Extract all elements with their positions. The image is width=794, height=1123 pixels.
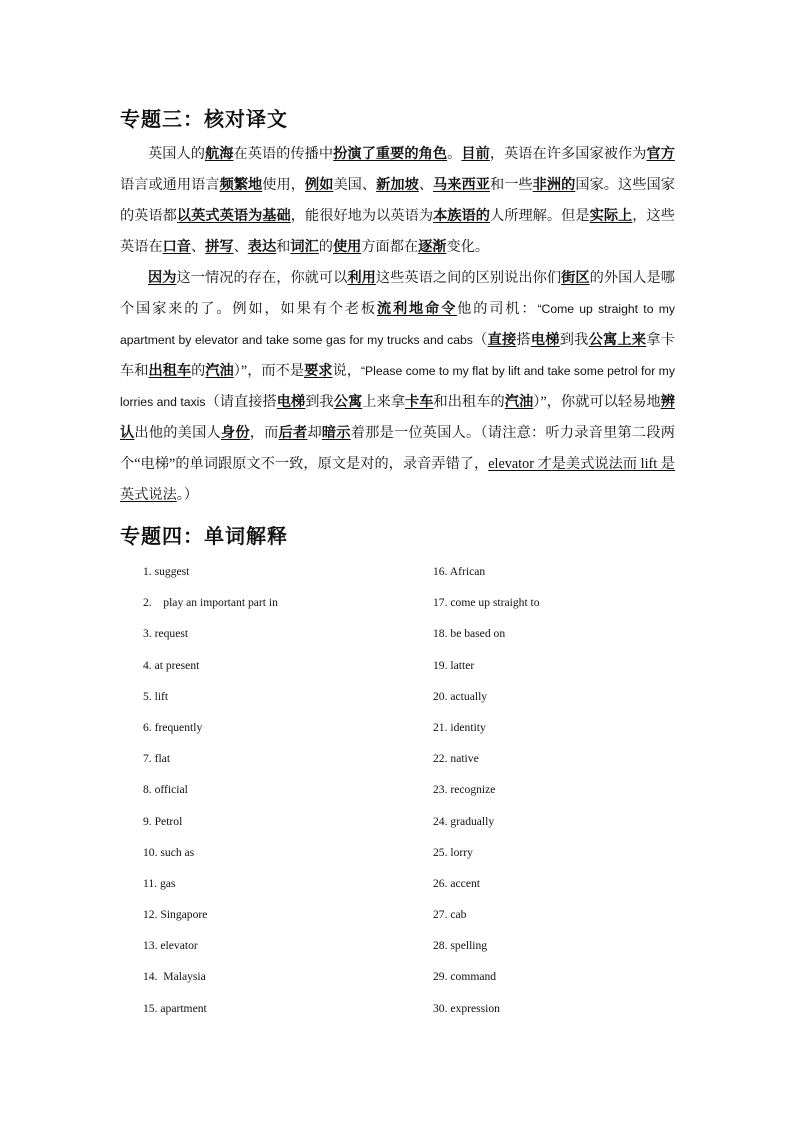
text-run: 却 bbox=[307, 425, 322, 441]
vocabulary-item: 21. identity bbox=[433, 720, 486, 734]
text-run: 上来拿 bbox=[362, 394, 406, 410]
highlighted-phrase: 直接 bbox=[487, 332, 517, 348]
highlighted-phrase: 后者 bbox=[278, 425, 308, 441]
text-run: 英国人的 bbox=[148, 146, 205, 162]
highlighted-phrase: 目前 bbox=[461, 146, 490, 162]
text-run: 美国、 bbox=[333, 177, 377, 193]
highlighted-phrase: 利用 bbox=[347, 270, 376, 286]
text-run: 这一情况的存在，你就可以 bbox=[176, 270, 348, 286]
translation-paragraph-1 bbox=[120, 139, 675, 263]
vocabulary-item: 8. official bbox=[143, 783, 188, 797]
vocabulary-item: 6. frequently bbox=[143, 720, 203, 734]
highlighted-phrase: 例如 bbox=[304, 177, 334, 193]
vocabulary-item: 26. accent bbox=[433, 876, 480, 890]
vocabulary-item: 24. gradually bbox=[433, 814, 495, 828]
text-run: 变化。 bbox=[446, 239, 490, 255]
highlighted-phrase: 要求 bbox=[304, 363, 333, 379]
vocabulary-item: 4. at present bbox=[143, 658, 200, 672]
highlighted-phrase: 非洲的 bbox=[532, 177, 576, 193]
text-run: 、 bbox=[190, 239, 206, 255]
translation-paragraph-2 bbox=[120, 263, 675, 511]
vocabulary-item: 16. African bbox=[433, 565, 486, 578]
text-run: 的 bbox=[191, 363, 206, 379]
text-run: （ bbox=[472, 332, 488, 348]
text-run: ）”，你就可以轻易地 bbox=[533, 394, 661, 410]
vocabulary-item: 25. lorry bbox=[433, 845, 473, 859]
text-run: ，英语在许多国家被作为 bbox=[489, 146, 647, 162]
highlighted-phrase: 暗示 bbox=[321, 425, 351, 441]
highlighted-phrase: 汽油 bbox=[504, 394, 534, 410]
vocabulary-item: 9. Petrol bbox=[143, 814, 183, 828]
highlighted-phrase: 频繁地 bbox=[219, 177, 263, 193]
highlighted-phrase: 电梯 bbox=[530, 332, 560, 348]
vocabulary-item: 3. request bbox=[143, 627, 189, 641]
text-run: 在英语的传播中 bbox=[233, 146, 334, 162]
highlighted-phrase: 出租车 bbox=[148, 363, 192, 379]
vocabulary-item: 14. Malaysia bbox=[143, 970, 206, 984]
highlighted-phrase: 表达 bbox=[247, 239, 277, 255]
highlighted-phrase: 街区 bbox=[561, 270, 590, 286]
vocabulary-item: 17. come up straight to bbox=[433, 596, 540, 610]
text-run: 他的司机： bbox=[457, 301, 538, 317]
vocabulary-item: 13. elevator bbox=[143, 939, 198, 953]
text-run: 、 bbox=[233, 239, 248, 255]
text-run: 这些英语之间的区别说出你们 bbox=[375, 270, 562, 286]
text-run: 人所理解。但是 bbox=[489, 208, 590, 224]
vocabulary-item: 12. Singapore bbox=[143, 908, 208, 922]
text-run: 和 bbox=[276, 239, 291, 255]
highlighted-phrase: 卡车 bbox=[405, 394, 434, 410]
vocabulary-item: 29. command bbox=[433, 970, 497, 984]
vocabulary-item: 19. latter bbox=[433, 658, 475, 672]
highlighted-phrase: 航海 bbox=[204, 146, 234, 162]
vocabulary-item: 1. suggest bbox=[143, 565, 190, 578]
vocabulary-item: 15. apartment bbox=[143, 1001, 207, 1015]
highlighted-phrase: 电梯 bbox=[276, 394, 306, 410]
text-run: 和出租车的 bbox=[433, 394, 505, 410]
highlighted-phrase: 逐渐 bbox=[418, 239, 447, 255]
underlined-note: elevator 才是美式说法而 lift 是英式说法 bbox=[120, 456, 675, 503]
highlighted-phrase: 官方 bbox=[646, 146, 675, 162]
text-run: 的外国人是哪个国家来的了。例如，如果有个老板 bbox=[120, 270, 675, 317]
text-run: 、 bbox=[418, 177, 434, 193]
text-run: ，而 bbox=[249, 425, 279, 441]
text-run: 和一些 bbox=[489, 177, 533, 193]
vocabulary-item: 30. expression bbox=[433, 1001, 500, 1015]
vocabulary-item: 10. such as bbox=[143, 845, 195, 859]
text-run: 。 bbox=[447, 146, 462, 162]
highlighted-phrase: 实际上 bbox=[589, 208, 633, 224]
text-run: 到我 bbox=[559, 332, 589, 348]
vocabulary-item: 20. actually bbox=[433, 689, 488, 703]
text-run: （请直接搭 bbox=[205, 394, 277, 410]
text-run: 语言或通用语言 bbox=[120, 177, 220, 193]
highlighted-phrase: 以英式英语为基础 bbox=[176, 208, 291, 224]
text-run: 使用， bbox=[262, 177, 305, 193]
text-run: ）”，而不是 bbox=[233, 363, 305, 379]
highlighted-phrase: 本族语的 bbox=[433, 208, 490, 224]
english-quote: “Come up straight to my apartment by elevator and take some gas for my trucks and cabs bbox=[120, 302, 675, 347]
vocabulary-item: 28. spelling bbox=[433, 939, 488, 953]
highlighted-phrase: 使用 bbox=[332, 239, 362, 255]
vocabulary-item: 7. flat bbox=[143, 752, 171, 766]
section3-heading: 专题三：核对译文 bbox=[120, 107, 288, 131]
highlighted-phrase: 拼写 bbox=[205, 239, 234, 255]
vocabulary-item: 11. gas bbox=[143, 876, 176, 890]
text-run: 方面都在 bbox=[361, 239, 419, 255]
highlighted-phrase: 流利地命令 bbox=[376, 301, 458, 317]
text-run: 拿卡车和 bbox=[120, 332, 675, 379]
vocabulary-item: 22. native bbox=[433, 752, 479, 766]
highlighted-phrase: 口音 bbox=[162, 239, 191, 255]
highlighted-phrase: 身份 bbox=[220, 425, 250, 441]
text-run: 说， bbox=[332, 363, 361, 379]
vocabulary-item: 27. cab bbox=[433, 908, 467, 922]
vocabulary-item: 18. be based on bbox=[433, 627, 506, 641]
text-run: ，能很好地为以英语为 bbox=[290, 208, 434, 224]
highlighted-phrase: 新加坡 bbox=[376, 177, 419, 193]
vocabulary-column-right bbox=[433, 556, 540, 1024]
vocabulary-item: 5. lift bbox=[143, 689, 169, 703]
vocabulary-item: 2. play an important part in bbox=[143, 596, 278, 610]
highlighted-phrase: 扮演了重要的角色 bbox=[333, 146, 448, 162]
highlighted-phrase: 因为 bbox=[148, 270, 177, 286]
highlighted-phrase: 汽油 bbox=[205, 363, 234, 379]
vocabulary-column-left bbox=[143, 556, 278, 1024]
vocabulary-item: 23. recognize bbox=[433, 783, 496, 797]
highlighted-phrase: 词汇 bbox=[290, 239, 319, 255]
english-quote: “Please come to my flat by lift and take some petrol for my lorries and taxis bbox=[120, 364, 675, 409]
text-run: 国家。这些国家的英语都 bbox=[120, 177, 675, 224]
text-run: 搭 bbox=[516, 332, 531, 348]
text-run: 着那是一位英国人。（请注意：听力录音里第二段两个“电梯”的单词跟原文不一致，原文是对的，录音弄错了， bbox=[120, 425, 675, 472]
text-run: 的 bbox=[318, 239, 333, 255]
text-run: 到我 bbox=[305, 394, 334, 410]
text-run: 出他的美国人 bbox=[134, 425, 221, 441]
text-run: 。） bbox=[176, 487, 199, 503]
highlighted-phrase: 公寓 bbox=[333, 394, 363, 410]
text-run: ，这些英语在 bbox=[120, 208, 675, 255]
highlighted-phrase: 公寓上来 bbox=[588, 332, 647, 348]
highlighted-phrase: 马来西亚 bbox=[433, 177, 490, 193]
highlighted-phrase: 辨认 bbox=[120, 394, 675, 441]
section4-heading: 专题四：单词解释 bbox=[120, 524, 288, 548]
